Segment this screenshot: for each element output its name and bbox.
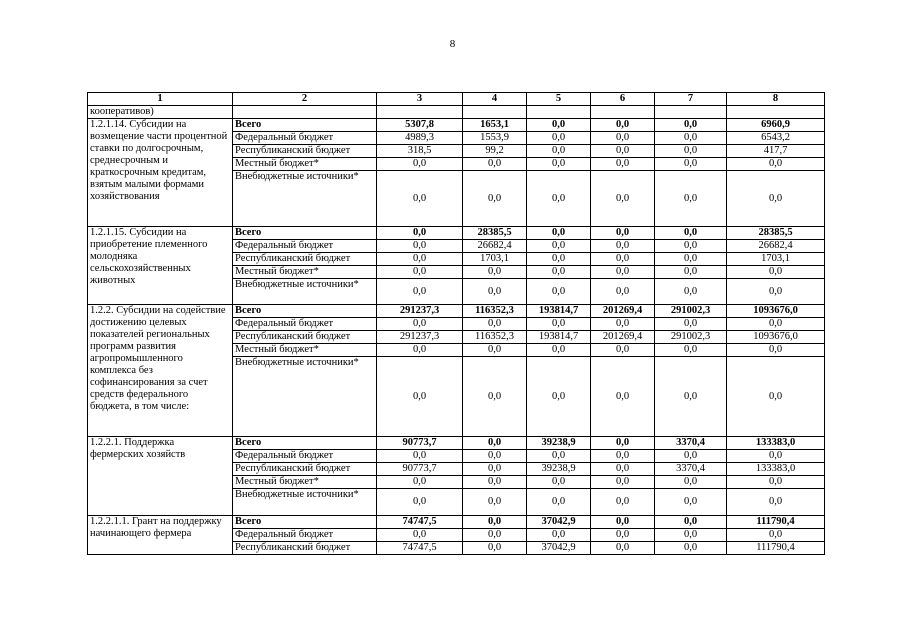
value-cell: 0,0 xyxy=(527,145,591,158)
funding-source: Внебюджетные источники* xyxy=(233,279,377,305)
value-cell: 0,0 xyxy=(591,344,655,357)
value-cell: 1703,1 xyxy=(463,253,527,266)
value-cell: 291002,3 xyxy=(655,305,727,318)
value-cell: 0,0 xyxy=(527,318,591,331)
value-cell: 0,0 xyxy=(463,437,527,450)
value-cell: 39238,9 xyxy=(527,463,591,476)
funding-source: Федеральный бюджет xyxy=(233,529,377,542)
value-cell: 1093676,0 xyxy=(727,331,825,344)
value-cell: 0,0 xyxy=(591,318,655,331)
value-cell: 0,0 xyxy=(591,171,655,227)
value-cell: 28385,5 xyxy=(727,227,825,240)
value-cell: 0,0 xyxy=(463,279,527,305)
value-cell: 0,0 xyxy=(591,463,655,476)
funding-source: Федеральный бюджет xyxy=(233,240,377,253)
funding-source: Местный бюджет* xyxy=(233,266,377,279)
funding-source: Всего xyxy=(233,437,377,450)
value-cell: 0,0 xyxy=(377,253,463,266)
value-cell: 0,0 xyxy=(377,318,463,331)
item-name: 1.2.2.1. Поддержка фермерских хозяйств xyxy=(88,437,233,516)
value-cell: 6960,9 xyxy=(727,119,825,132)
funding-source: Федеральный бюджет xyxy=(233,318,377,331)
value-cell: 39238,9 xyxy=(527,437,591,450)
col-header: 4 xyxy=(463,93,527,106)
value-cell: 0,0 xyxy=(527,529,591,542)
value-cell: 0,0 xyxy=(727,171,825,227)
value-cell: 26682,4 xyxy=(727,240,825,253)
value-cell: 111790,4 xyxy=(727,516,825,529)
value-cell: 201269,4 xyxy=(591,331,655,344)
col-header: 3 xyxy=(377,93,463,106)
value-cell: 0,0 xyxy=(727,489,825,516)
value-cell: 116352,3 xyxy=(463,305,527,318)
funding-source: Федеральный бюджет xyxy=(233,450,377,463)
value-cell: 0,0 xyxy=(377,489,463,516)
value-cell: 116352,3 xyxy=(463,331,527,344)
value-cell: 1093676,0 xyxy=(727,305,825,318)
value-cell: 0,0 xyxy=(591,240,655,253)
value-cell: 0,0 xyxy=(463,318,527,331)
value-cell: 0,0 xyxy=(655,266,727,279)
funding-source: Внебюджетные источники* xyxy=(233,171,377,227)
funding-source: Всего xyxy=(233,516,377,529)
value-cell: 1653,1 xyxy=(463,119,527,132)
value-cell: 111790,4 xyxy=(727,542,825,555)
value-cell: 201269,4 xyxy=(591,305,655,318)
value-cell: 1703,1 xyxy=(727,253,825,266)
col-header: 1 xyxy=(88,93,233,106)
col-header: 8 xyxy=(727,93,825,106)
value-cell: 0,0 xyxy=(727,344,825,357)
value-cell: 0,0 xyxy=(655,145,727,158)
value-cell: 0,0 xyxy=(527,132,591,145)
value-cell: 0,0 xyxy=(463,489,527,516)
value-cell: 0,0 xyxy=(527,357,591,437)
value-cell: 0,0 xyxy=(727,529,825,542)
value-cell: 0,0 xyxy=(377,279,463,305)
item-name: 1.2.2. Субсидии на содействие достижению целевых показателей региональных программ развития агропромышленного комплекса без софинансирования за счет средств федерального бюджета, в том числе: xyxy=(88,305,233,437)
table-row xyxy=(88,227,825,240)
value-cell: 0,0 xyxy=(655,158,727,171)
funding-source: Федеральный бюджет xyxy=(233,132,377,145)
value-cell: 0,0 xyxy=(591,266,655,279)
value-cell: 0,0 xyxy=(527,489,591,516)
value-cell: 0,0 xyxy=(655,357,727,437)
value-cell: 0,0 xyxy=(591,437,655,450)
value-cell: 99,2 xyxy=(463,145,527,158)
value-cell: 0,0 xyxy=(655,119,727,132)
item-name: 1.2.1.15. Субсидии на приобретение племенного молодняка сельскохозяйственных животных xyxy=(88,227,233,305)
value-cell: 0,0 xyxy=(655,132,727,145)
value-cell: 0,0 xyxy=(377,240,463,253)
value-cell: 0,0 xyxy=(527,266,591,279)
value-cell: 0,0 xyxy=(463,476,527,489)
col-header: 5 xyxy=(527,93,591,106)
value-cell: 0,0 xyxy=(527,279,591,305)
value-cell: 0,0 xyxy=(591,476,655,489)
value-cell: 133383,0 xyxy=(727,463,825,476)
value-cell: 0,0 xyxy=(655,476,727,489)
value-cell: 0,0 xyxy=(463,463,527,476)
value-cell: 0,0 xyxy=(727,357,825,437)
value-cell: 90773,7 xyxy=(377,463,463,476)
value-cell: 0,0 xyxy=(727,450,825,463)
value-cell: 193814,7 xyxy=(527,305,591,318)
value-cell: 0,0 xyxy=(655,489,727,516)
value-cell: 0,0 xyxy=(527,240,591,253)
value-cell: 0,0 xyxy=(463,344,527,357)
value-cell: 0,0 xyxy=(591,158,655,171)
value-cell: 0,0 xyxy=(591,279,655,305)
value-cell: 0,0 xyxy=(463,158,527,171)
table-row xyxy=(88,119,825,132)
value-cell: 0,0 xyxy=(463,542,527,555)
value-cell: 291002,3 xyxy=(655,331,727,344)
value-cell: 3370,4 xyxy=(655,437,727,450)
col-header: 6 xyxy=(591,93,655,106)
funding-source: Республиканский бюджет xyxy=(233,331,377,344)
value-cell: 28385,5 xyxy=(463,227,527,240)
value-cell: 0,0 xyxy=(377,529,463,542)
value-cell: 0,0 xyxy=(655,344,727,357)
value-cell: 133383,0 xyxy=(727,437,825,450)
value-cell: 0,0 xyxy=(377,227,463,240)
value-cell: 0,0 xyxy=(655,318,727,331)
value-cell: 0,0 xyxy=(655,171,727,227)
value-cell: 0,0 xyxy=(591,227,655,240)
value-cell: 193814,7 xyxy=(527,331,591,344)
value-cell: 0,0 xyxy=(655,279,727,305)
value-cell: 318,5 xyxy=(377,145,463,158)
value-cell: 0,0 xyxy=(591,516,655,529)
funding-source: Республиканский бюджет xyxy=(233,253,377,266)
funding-source: Внебюджетные источники* xyxy=(233,357,377,437)
value-cell: 0,0 xyxy=(591,489,655,516)
value-cell: 0,0 xyxy=(727,279,825,305)
value-cell: 4989,3 xyxy=(377,132,463,145)
value-cell: 0,0 xyxy=(377,266,463,279)
value-cell: 0,0 xyxy=(377,357,463,437)
funding-source: Внебюджетные источники* xyxy=(233,489,377,516)
value-cell: 0,0 xyxy=(655,542,727,555)
value-cell: 0,0 xyxy=(655,529,727,542)
value-cell: 0,0 xyxy=(463,357,527,437)
funding-source: Всего xyxy=(233,305,377,318)
value-cell: 37042,9 xyxy=(527,542,591,555)
col-header: 2 xyxy=(233,93,377,106)
value-cell: 291237,3 xyxy=(377,331,463,344)
value-cell: 0,0 xyxy=(591,357,655,437)
funding-source: Республиканский бюджет xyxy=(233,463,377,476)
value-cell: 0,0 xyxy=(527,253,591,266)
value-cell: 5307,8 xyxy=(377,119,463,132)
value-cell: 0,0 xyxy=(463,266,527,279)
item-name: 1.2.2.1.1. Грант на поддержку начинающего фермера xyxy=(88,516,233,555)
value-cell: 0,0 xyxy=(527,450,591,463)
value-cell: 0,0 xyxy=(527,171,591,227)
funding-source: Местный бюджет* xyxy=(233,344,377,357)
value-cell: 0,0 xyxy=(655,450,727,463)
value-cell: 0,0 xyxy=(727,266,825,279)
value-cell: 291237,3 xyxy=(377,305,463,318)
table-row xyxy=(88,437,825,450)
value-cell: 0,0 xyxy=(527,158,591,171)
funding-source: Республиканский бюджет xyxy=(233,145,377,158)
value-cell: 0,0 xyxy=(463,516,527,529)
value-cell: 0,0 xyxy=(591,132,655,145)
value-cell: 0,0 xyxy=(727,476,825,489)
value-cell: 0,0 xyxy=(655,516,727,529)
value-cell: 417,7 xyxy=(727,145,825,158)
table-row xyxy=(88,305,825,318)
value-cell: 0,0 xyxy=(655,240,727,253)
value-cell: 1553,9 xyxy=(463,132,527,145)
value-cell: 0,0 xyxy=(377,171,463,227)
funding-source: Всего xyxy=(233,119,377,132)
value-cell: 0,0 xyxy=(527,476,591,489)
funding-source: Всего xyxy=(233,227,377,240)
value-cell: 0,0 xyxy=(591,542,655,555)
value-cell: 0,0 xyxy=(377,158,463,171)
value-cell: 0,0 xyxy=(655,227,727,240)
value-cell: 0,0 xyxy=(727,158,825,171)
table-row xyxy=(88,516,825,529)
value-cell: 0,0 xyxy=(463,529,527,542)
funding-source: Местный бюджет* xyxy=(233,476,377,489)
value-cell: 0,0 xyxy=(377,476,463,489)
value-cell: 0,0 xyxy=(591,529,655,542)
value-cell: 74747,5 xyxy=(377,516,463,529)
item-name: 1.2.1.14. Субсидии на возмещение части процентной ставки по долгосрочным, среднесрочным и краткосрочным кредитам, взятым малыми формами хозяйствования xyxy=(88,119,233,227)
funding-source: Местный бюджет* xyxy=(233,158,377,171)
value-cell: 0,0 xyxy=(591,253,655,266)
value-cell: 6543,2 xyxy=(727,132,825,145)
value-cell: 0,0 xyxy=(463,171,527,227)
budget-table xyxy=(87,92,825,555)
page-number: 8 xyxy=(449,38,456,50)
value-cell: 0,0 xyxy=(727,318,825,331)
value-cell: 0,0 xyxy=(377,450,463,463)
value-cell: 0,0 xyxy=(655,253,727,266)
value-cell: 0,0 xyxy=(591,119,655,132)
continuation-text: кооперативов) xyxy=(88,106,233,119)
value-cell: 90773,7 xyxy=(377,437,463,450)
value-cell: 3370,4 xyxy=(655,463,727,476)
header-row xyxy=(88,93,825,106)
value-cell: 0,0 xyxy=(527,119,591,132)
value-cell: 0,0 xyxy=(527,227,591,240)
value-cell: 0,0 xyxy=(591,450,655,463)
value-cell: 26682,4 xyxy=(463,240,527,253)
value-cell: 37042,9 xyxy=(527,516,591,529)
funding-source: Республиканский бюджет xyxy=(233,542,377,555)
value-cell: 0,0 xyxy=(463,450,527,463)
value-cell: 0,0 xyxy=(591,145,655,158)
value-cell: 0,0 xyxy=(377,344,463,357)
value-cell: 74747,5 xyxy=(377,542,463,555)
continuation-row xyxy=(88,106,825,119)
value-cell: 0,0 xyxy=(527,344,591,357)
col-header: 7 xyxy=(655,93,727,106)
